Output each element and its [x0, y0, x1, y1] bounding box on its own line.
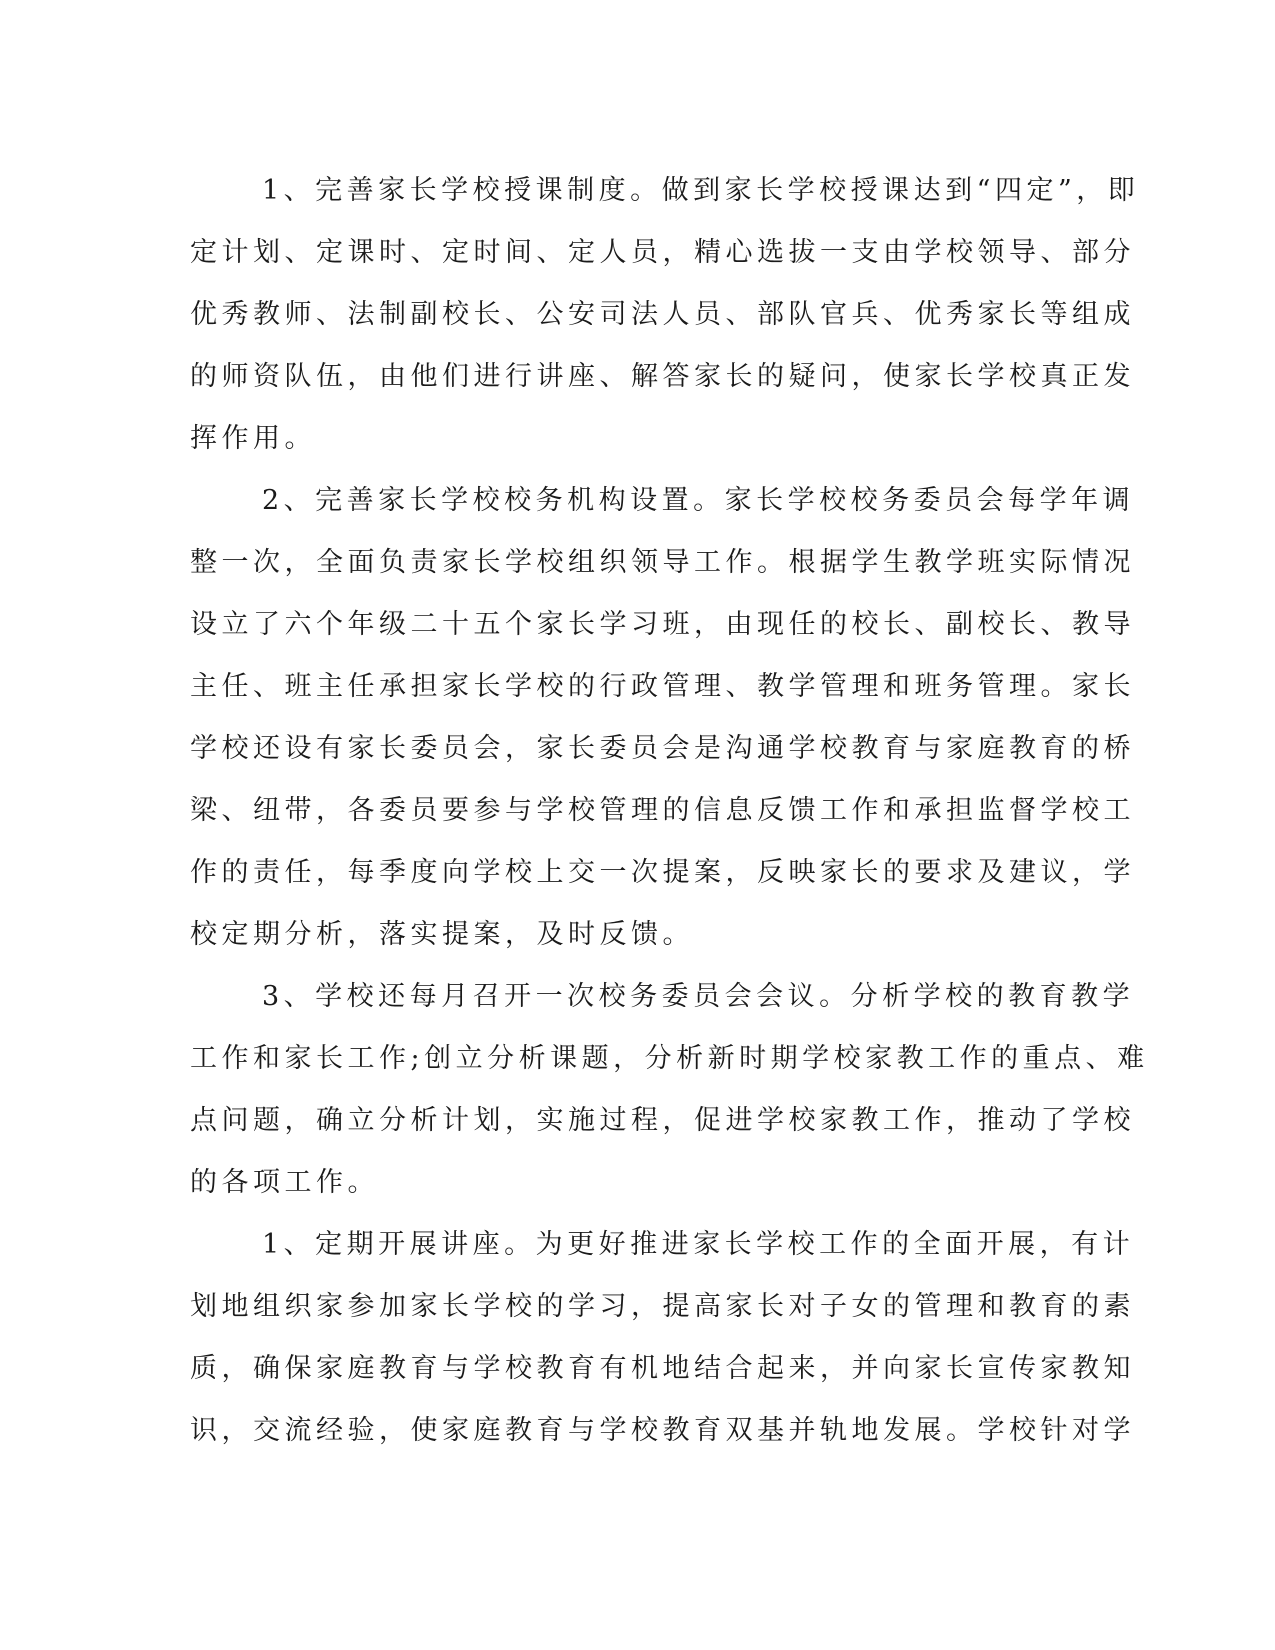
paragraph-line: 梁、纽带，各委员要参与学校管理的信息反馈工作和承担监督学校工 [190, 795, 1135, 826]
paragraph-line: 设立了六个年级二十五个家长学习班，由现任的校长、副校长、教导 [190, 609, 1135, 640]
paragraph-line: 工作和家长工作;创立分析课题，分析新时期学校家教工作的重点、难 [190, 1043, 1149, 1074]
paragraph-1 [190, 160, 1140, 470]
paragraph-line: 挥作用。 [190, 423, 316, 454]
paragraph-line: 整一次，全面负责家长学校组织领导工作。根据学生教学班实际情况 [190, 547, 1135, 578]
paragraph-line: 划地组织家参加家长学校的学习，提高家长对子女的管理和教育的素 [190, 1291, 1135, 1322]
paragraph-line: 质，确保家庭教育与学校教育有机地结合起来，并向家长宣传家教知 [190, 1353, 1135, 1384]
document-body [190, 160, 1149, 1462]
paragraph-line: 识，交流经验，使家庭教育与学校教育双基并轨地发展。学校针对学 [190, 1415, 1135, 1446]
paragraph-line: 的各项工作。 [190, 1167, 379, 1198]
paragraph-line: 2、完善家长学校校务机构设置。家长学校校务委员会每学年调 [262, 485, 1135, 516]
paragraph-2 [190, 470, 1135, 966]
paragraph-line: 作的责任，每季度向学校上交一次提案，反映家长的要求及建议，学 [190, 857, 1135, 888]
paragraph-line: 定计划、定课时、定时间、定人员，精心选拔一支由学校领导、部分 [190, 237, 1135, 268]
paragraph-line: 主任、班主任承担家长学校的行政管理、教学管理和班务管理。家长 [190, 671, 1135, 702]
paragraph-line: 优秀教师、法制副校长、公安司法人员、部队官兵、优秀家长等组成 [190, 299, 1135, 330]
paragraph-4 [190, 1214, 1135, 1462]
paragraph-line: 学校还设有家长委员会，家长委员会是沟通学校教育与家庭教育的桥 [190, 733, 1135, 764]
paragraph-3 [190, 966, 1149, 1214]
paragraph-line: 点问题，确立分析计划，实施过程，促进学校家教工作，推动了学校 [190, 1105, 1135, 1136]
paragraph-line: 1、定期开展讲座。为更好推进家长学校工作的全面开展，有计 [262, 1229, 1135, 1260]
paragraph-line: 校定期分析，落实提案，及时反馈。 [190, 919, 694, 950]
paragraph-line: 的师资队伍，由他们进行讲座、解答家长的疑问，使家长学校真正发 [190, 361, 1135, 392]
paragraph-line: 3、学校还每月召开一次校务委员会会议。分析学校的教育教学 [262, 981, 1135, 1012]
paragraph-line: 1、完善家长学校授课制度。做到家长学校授课达到“四定”，即 [262, 175, 1140, 206]
